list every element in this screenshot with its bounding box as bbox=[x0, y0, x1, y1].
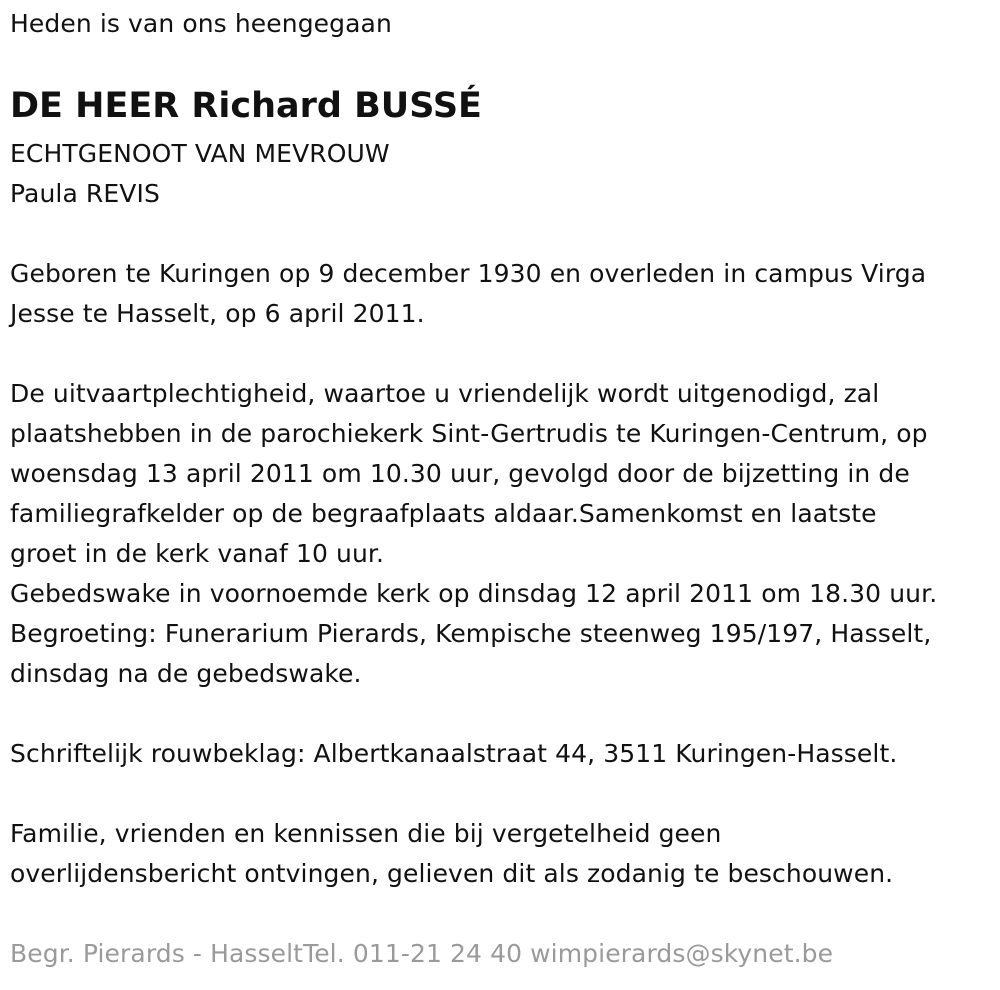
funeral-line-1: De uitvaartplechtigheid, waartoe u vriendelijk wordt uitgenodigd, zal bbox=[10, 379, 880, 408]
family-line-2: overlijdensbericht ontvingen, gelieven dit als zodanig te beschouwen. bbox=[10, 859, 894, 888]
family-line-1: Familie, vrienden en kennissen die bij vergetelheid geen bbox=[10, 819, 722, 848]
greeting-line-1: Begroeting: Funerarium Pierards, Kempische steenweg 195/197, Hasselt, bbox=[10, 619, 932, 648]
condolence-address: Schriftelijk rouwbeklag: Albertkanaalstraat 44, 3511 Kuringen-Hasselt. bbox=[10, 739, 898, 768]
funeral-line-2: plaatshebben in de parochiekerk Sint-Gertrudis te Kuringen-Centrum, op bbox=[10, 419, 928, 448]
greeting-line-2: dinsdag na de gebedswake. bbox=[10, 659, 362, 688]
funeral-line-4: familiegrafkelder op de begraafplaats aldaar.Samenkomst en laatste bbox=[10, 499, 877, 528]
spouse-name: Paula REVIS bbox=[10, 179, 160, 208]
deceased-name: DE HEER Richard BUSSÉ bbox=[10, 86, 482, 126]
funeral-line-5: groet in de kerk vanaf 10 uur. bbox=[10, 539, 385, 568]
intro-text: Heden is van ons heengegaan bbox=[10, 9, 392, 38]
birth-death-line-1: Geboren te Kuringen op 9 december 1930 en overleden in campus Virga bbox=[10, 259, 927, 288]
wake-line: Gebedswake in voornoemde kerk op dinsdag 12 april 2011 om 18.30 uur. bbox=[10, 579, 938, 608]
birth-death-line-2: Jesse te Hasselt, op 6 april 2011. bbox=[10, 299, 425, 328]
spouse-label: ECHTGENOOT VAN MEVROUW bbox=[10, 139, 390, 168]
funeral-line-3: woensdag 13 april 2011 om 10.30 uur, gevolgd door de bijzetting in de bbox=[10, 459, 910, 488]
funeral-home-footer: Begr. Pierards - HasseltTel. 011-21 24 40 wimpierards@skynet.be bbox=[10, 939, 834, 968]
